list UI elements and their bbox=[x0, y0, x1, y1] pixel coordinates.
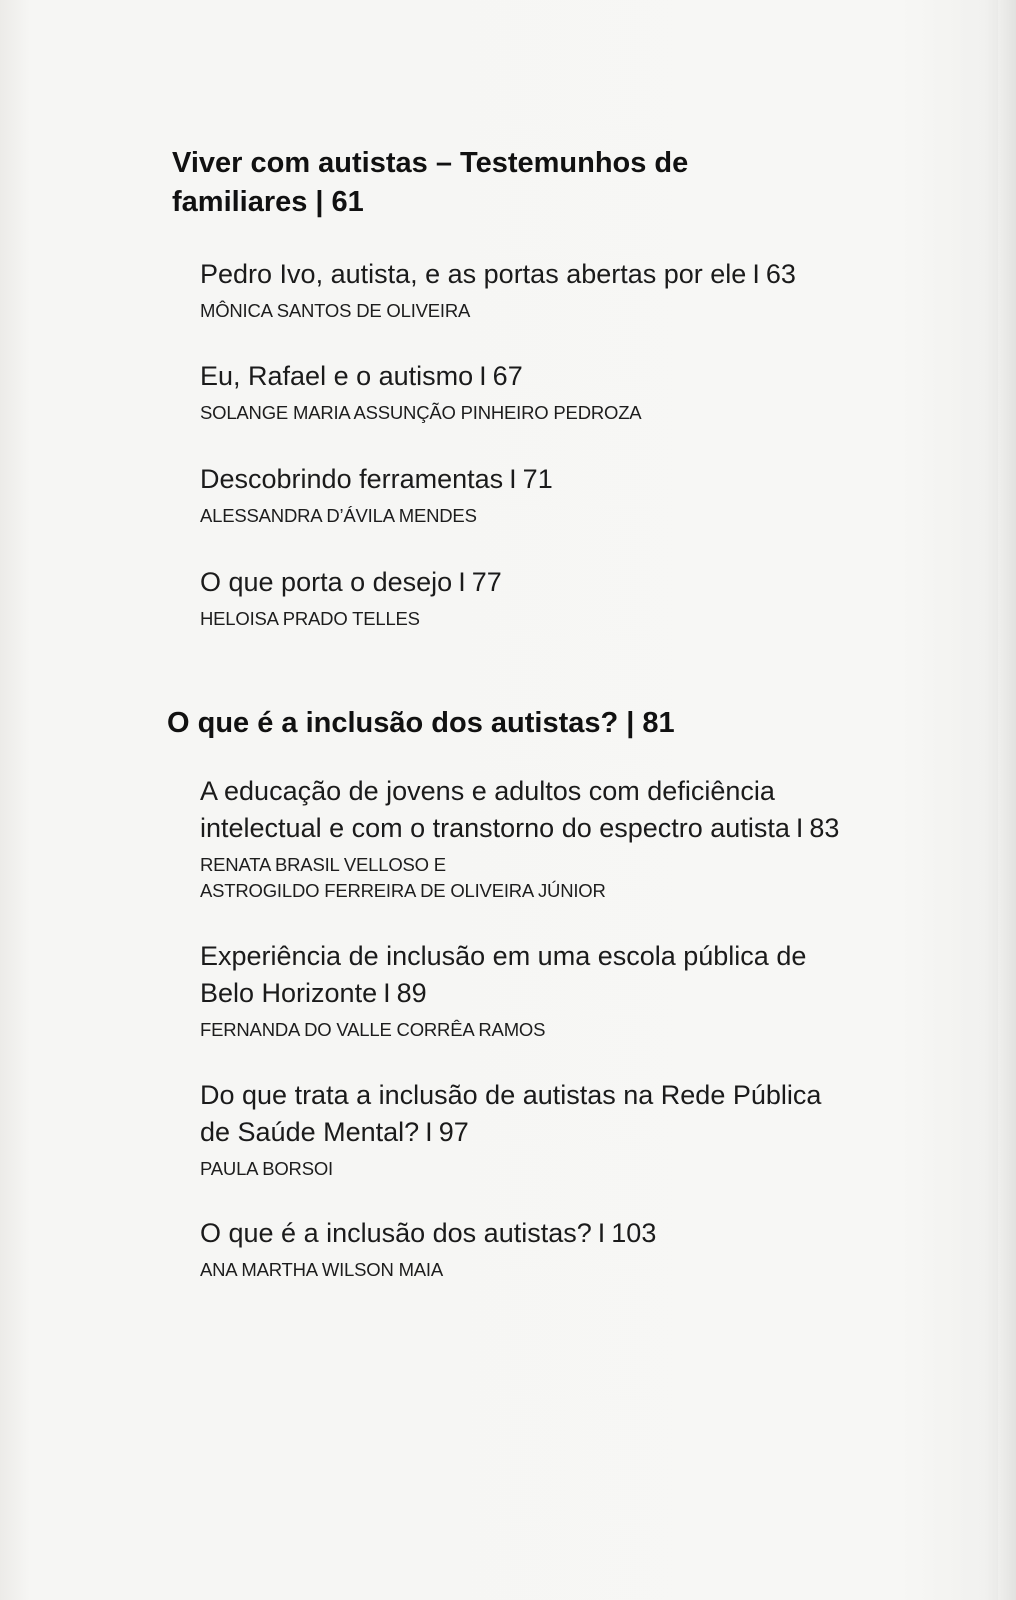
entry-title-line: Experiência de inclusão em uma escola pública de bbox=[200, 941, 807, 971]
entry-author: ANA MARTHA WILSON MAIA bbox=[200, 1259, 444, 1280]
entry-title-text: O que é a inclusão dos autistas? bbox=[200, 1218, 592, 1248]
entry-title-line: intelectual e com o transtorno do espectro autista bbox=[200, 813, 790, 843]
section-title-line: Viver com autistas – Testemunhos de bbox=[172, 147, 689, 179]
entry-author: MÔNICA SANTOS DE OLIVEIRA bbox=[200, 300, 471, 321]
page-number: 67 bbox=[492, 361, 523, 391]
page-number: 71 bbox=[522, 464, 553, 494]
toc-entry-title bbox=[200, 773, 839, 847]
page-separator: I bbox=[752, 259, 760, 289]
page-number: 61 bbox=[331, 186, 364, 218]
page-separator: | bbox=[626, 707, 635, 739]
toc-entry-title bbox=[200, 564, 502, 601]
entry-title-text: Eu, Rafael e o autismo bbox=[200, 361, 474, 391]
toc-entry-title bbox=[200, 1215, 656, 1252]
toc-entry-title bbox=[200, 461, 553, 498]
page-number: 63 bbox=[765, 259, 796, 289]
toc-entry-title bbox=[200, 1077, 821, 1151]
author-line: RENATA BRASIL VELLOSO E bbox=[200, 854, 446, 875]
entry-title-line: A educação de jovens e adultos com deficiência bbox=[200, 776, 775, 806]
page-separator: I bbox=[425, 1117, 433, 1147]
page-number: 81 bbox=[642, 707, 675, 739]
page-separator: I bbox=[479, 361, 487, 391]
page-edge bbox=[998, 0, 1016, 1600]
toc-entry-title bbox=[200, 256, 796, 293]
page-separator: I bbox=[795, 813, 804, 843]
entry-title-line: Belo Horizonte bbox=[200, 978, 378, 1008]
page-separator: I bbox=[597, 1218, 606, 1248]
page-number: 97 bbox=[438, 1117, 469, 1147]
entry-title-text: O que porta o desejo bbox=[200, 567, 453, 597]
page-separator: I bbox=[509, 464, 517, 494]
toc-entry-title bbox=[200, 358, 523, 395]
page-separator: I bbox=[458, 567, 466, 597]
toc-entry-title bbox=[200, 938, 806, 1012]
entry-author: PAULA BORSOI bbox=[200, 1158, 333, 1179]
page-separator: | bbox=[315, 186, 324, 218]
section-title-2 bbox=[167, 704, 675, 743]
page-number: 103 bbox=[611, 1218, 657, 1248]
author-line: ASTROGILDO FERREIRA DE OLIVEIRA JÚNIOR bbox=[200, 880, 606, 901]
page-number: 77 bbox=[471, 567, 502, 597]
entry-author: HELOISA PRADO TELLES bbox=[200, 608, 420, 629]
section-title-1 bbox=[172, 144, 688, 222]
entry-author: SOLANGE MARIA ASSUNÇÃO PINHEIRO PEDROZA bbox=[200, 402, 642, 423]
entry-title-line: de Saúde Mental? bbox=[200, 1117, 420, 1147]
entry-author: FERNANDA DO VALLE CORRÊA RAMOS bbox=[200, 1019, 546, 1040]
page-number: 83 bbox=[809, 813, 840, 843]
page-separator: I bbox=[383, 978, 391, 1008]
page-number: 89 bbox=[396, 978, 427, 1008]
section-title-line: familiares bbox=[172, 186, 308, 218]
section-title-line: O que é a inclusão dos autistas? bbox=[167, 707, 619, 739]
entry-author bbox=[200, 852, 606, 904]
entry-title-line: Do que trata a inclusão de autistas na Rede Pública bbox=[200, 1080, 822, 1110]
entry-title-text: Descobrindo ferramentas bbox=[200, 464, 504, 494]
entry-title-text: Pedro Ivo, autista, e as portas abertas por ele bbox=[200, 259, 747, 289]
entry-author: ALESSANDRA D’ÁVILA MENDES bbox=[200, 505, 477, 526]
